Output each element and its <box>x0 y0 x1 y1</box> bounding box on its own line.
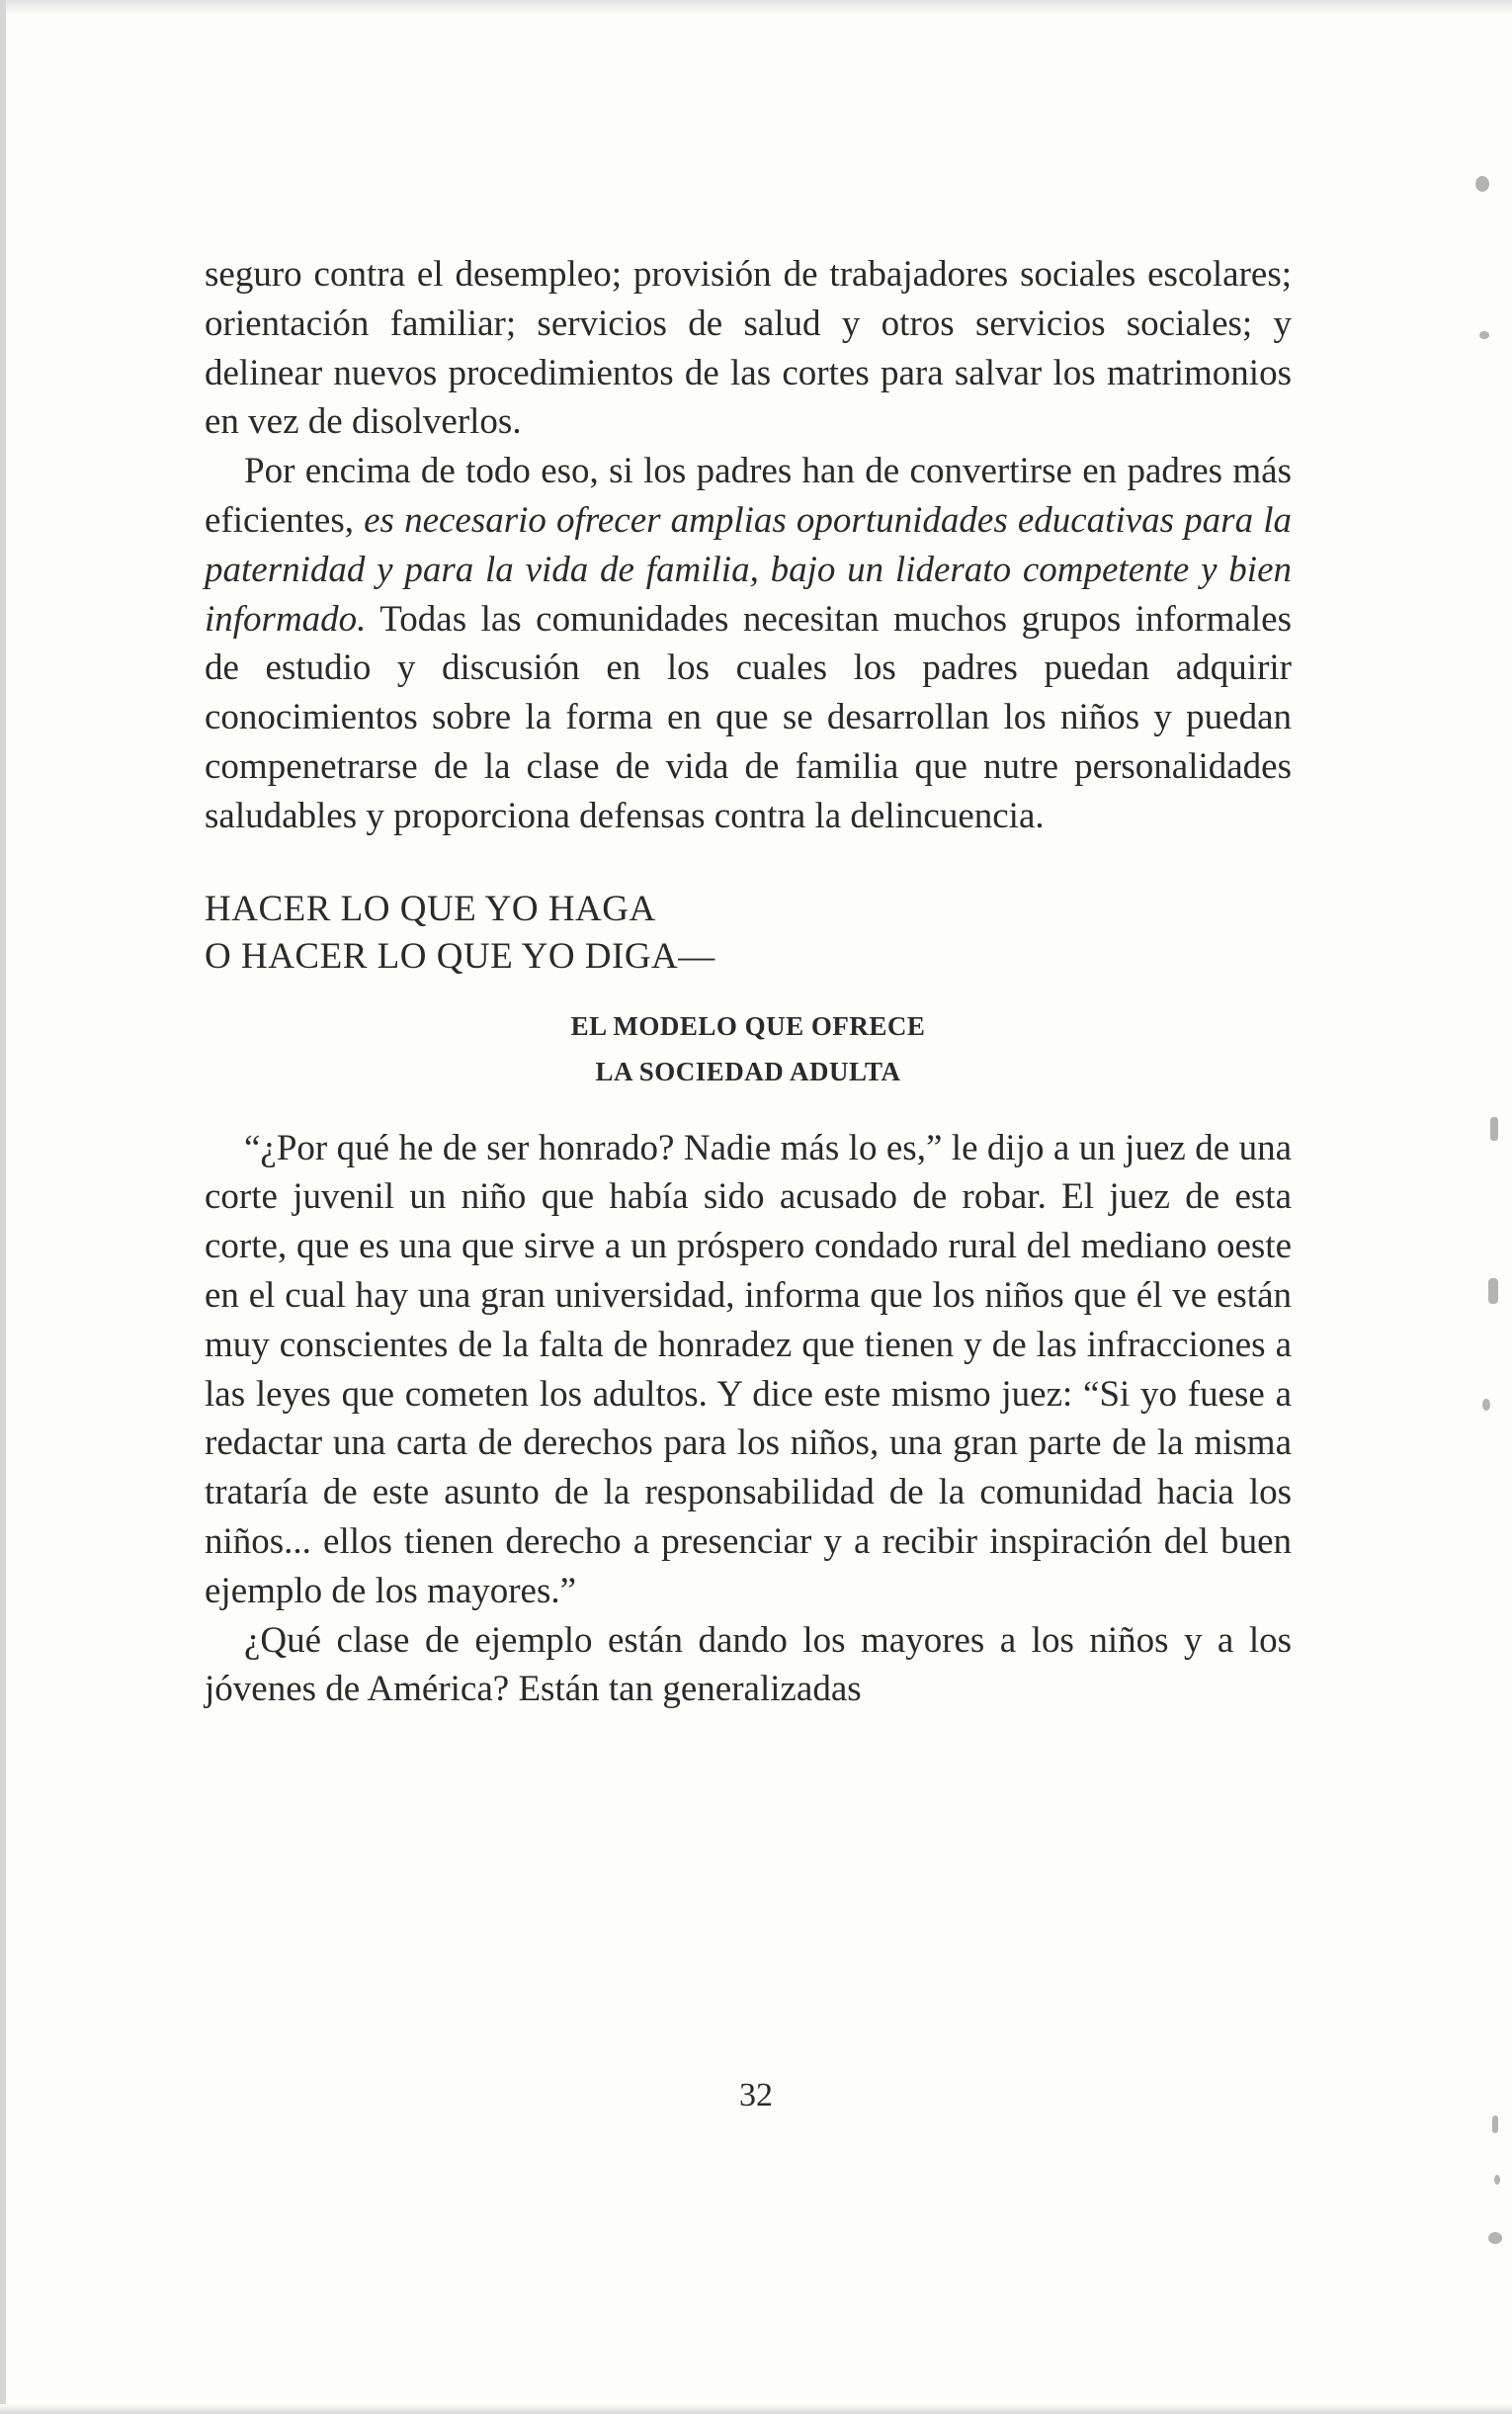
paragraph-continuation: seguro contra el desempleo; provisión de trabajadores sociales escolares; orientación familiar; servicios de salud y otros servicios sociales; y delinear nuevos procedimientos de las cortes para salvar los matrimonios en vez de disolverlos. <box>205 254 1292 443</box>
section-heading-line-2: O HACER LO QUE YO DIGA— <box>205 935 715 977</box>
paragraph-education-tail: Todas las comunidades necesitan muchos grupos informales de estudio y discusión en los cuales los padres puedan adquirir conocimientos sobre la forma en que se desarrollan los niños y puedan compenetrarse de la clase de vida de familia que nutre personalidades saludables y proporciona defensas contra la delincuencia. <box>205 598 1292 836</box>
section-subheading-line-1: EL MODELO QUE OFRECE <box>570 1010 926 1041</box>
page-left-edge <box>0 0 6 2414</box>
paragraph-question: ¿Qué clase de ejemplo están dando los mayores a los niños y a los jóvenes de América? Están tan generalizadas <box>205 1619 1292 1710</box>
page-top-edge <box>0 0 1512 14</box>
scan-speck <box>1494 2175 1500 2185</box>
scan-speck <box>1475 176 1489 192</box>
section-subheading <box>205 1003 1292 1094</box>
paragraph-judge-quote: “¿Por qué he de ser honrado? Nadie más lo es,” le dijo a un juez de una corte juvenil un niño que había sido acusado de robar. El juez de esta corte, que es una que sirve a un próspero condado rural del mediano oeste en el cual hay una gran universidad, informa que los niños que él ve están muy conscientes de la falta de honradez que tienen y de las infracciones a las leyes que cometen los adultos. Y dice este mismo juez: “Si yo fuese a redactar una carta de derechos para los niños, una gran parte de la misma trataría de este asunto de la responsabilidad de la comunidad hacia los niños... ellos tienen derecho a presenciar y a recibir inspiración del buen ejemplo de los mayores.” <box>205 1127 1292 1611</box>
scan-speck <box>1488 2232 1502 2244</box>
scan-speck <box>1492 2115 1498 2133</box>
scan-speck <box>1479 331 1489 339</box>
page-bottom-edge <box>0 2404 1512 2414</box>
paragraph-education-emphasis: es necesario ofrecer amplias oportunidades educativas para la paternidad y para la vida de familia, bajo un liderato competente y bien informado. <box>205 499 1292 640</box>
scan-speck <box>1490 1117 1498 1141</box>
section-heading-line-1: HACER LO QUE YO HAGA <box>205 888 656 929</box>
page-body <box>205 250 1292 1714</box>
scan-speck <box>1488 1278 1498 1304</box>
paragraph-education-lead: Por encima de todo eso, si los padres han de convertirse en padres más eficientes, <box>205 451 1292 541</box>
page-number: 32 <box>739 2077 773 2113</box>
section-heading <box>205 886 1292 981</box>
scan-speck <box>1482 1399 1490 1411</box>
paragraph-education <box>205 447 1292 840</box>
section-subheading-line-2: LA SOCIEDAD ADULTA <box>595 1056 901 1086</box>
